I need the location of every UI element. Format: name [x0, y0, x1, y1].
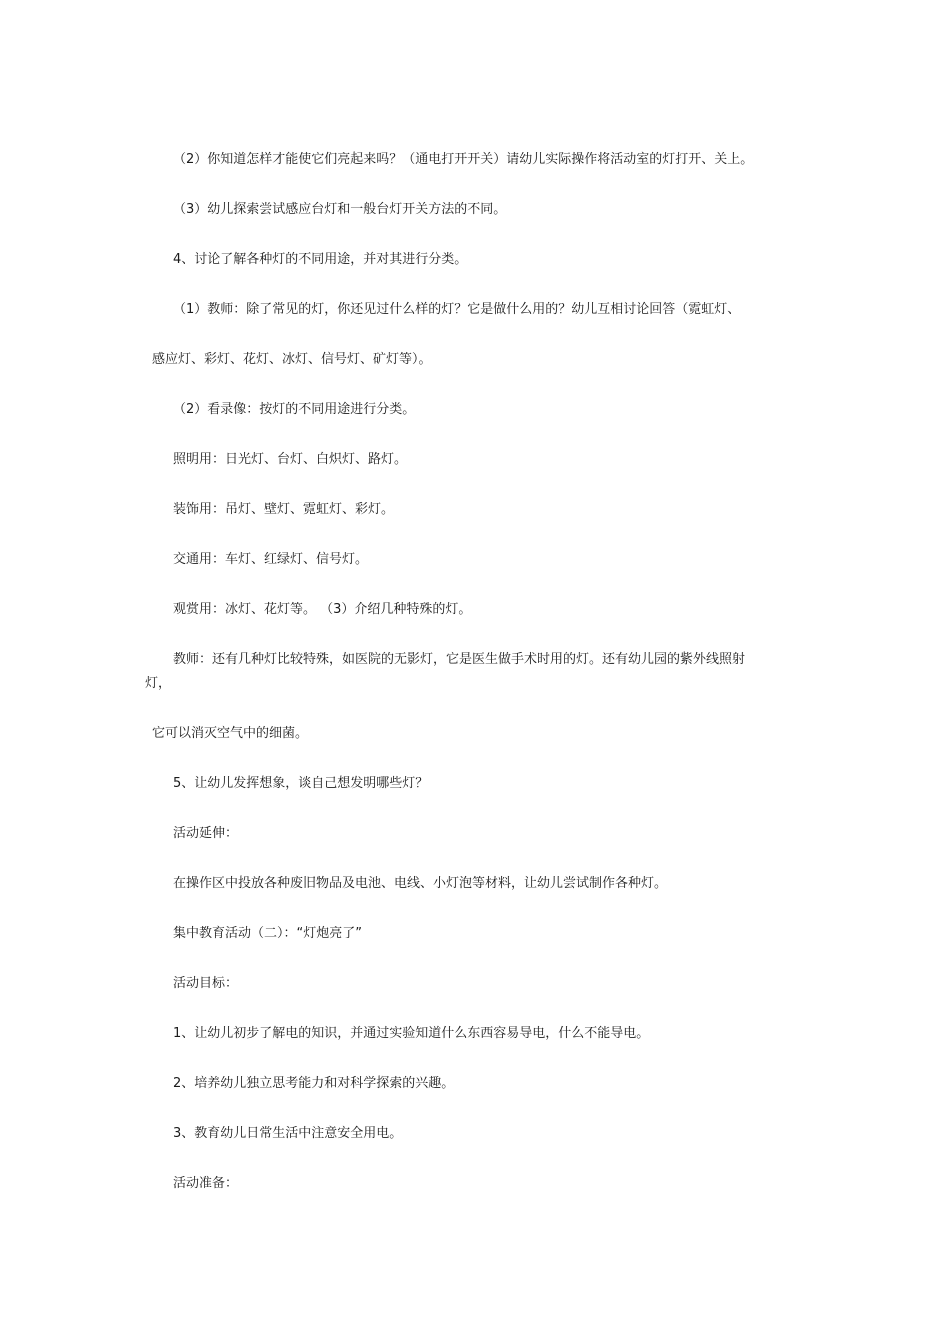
paragraph-line: 装饰用：吊灯、壁灯、霓虹灯、彩灯。 [173, 502, 395, 517]
paragraph-line: （2）你知道怎样才能使它们亮起来吗？（通电打开开关）请幼儿实际操作将活动室的灯打开、关上。 [173, 152, 754, 167]
paragraph-line: 它可以消灭空气中的细菌。 [152, 726, 309, 741]
paragraph-line: 教师：还有几种灯比较特殊，如医院的无影灯，它是医生做手术时用的灯。还有幼儿园的紫外线照射 [173, 652, 746, 667]
section-heading: 集中教育活动（二）：“灯炮亮了” [173, 926, 362, 941]
paragraph-line: （2）看录像：按灯的不同用途进行分类。 [173, 402, 416, 417]
paragraph-line: 观赏用：冰灯、花灯等。 （3）介绍几种特殊的灯。 [173, 602, 472, 617]
section-heading: 活动延伸： [173, 826, 239, 841]
section-heading: 活动目标： [173, 976, 239, 991]
paragraph-line: （1）教师：除了常见的灯，你还见过什么样的灯？它是做什么用的？幼儿互相讨论回答（霓虹灯、 [173, 302, 741, 317]
paragraph-line: 灯， [145, 676, 172, 691]
paragraph-line: 2、培养幼儿独立思考能力和对科学探索的兴趣。 [173, 1076, 455, 1091]
section-heading: 活动准备： [173, 1176, 239, 1191]
paragraph-line: 1、让幼儿初步了解电的知识，并通过实验知道什么东西容易导电，什么不能导电。 [173, 1026, 650, 1041]
paragraph-line: 3、教育幼儿日常生活中注意安全用电。 [173, 1126, 403, 1141]
paragraph-line: （3）幼儿探索尝试感应台灯和一般台灯开关方法的不同。 [173, 202, 507, 217]
paragraph-line: 在操作区中投放各种废旧物品及电池、电线、小灯泡等材料，让幼儿尝试制作各种灯。 [173, 876, 668, 891]
paragraph-line: 照明用：日光灯、台灯、白炽灯、路灯。 [173, 452, 408, 467]
paragraph-line: 感应灯、彩灯、花灯、冰灯、信号灯、矿灯等）。 [152, 352, 432, 367]
paragraph-line: 交通用：车灯、红绿灯、信号灯。 [173, 552, 369, 567]
paragraph-line: 4、讨论了解各种灯的不同用途，并对其进行分类。 [173, 252, 468, 267]
paragraph-line: 5、让幼儿发挥想象，谈自己想发明哪些灯？ [173, 776, 429, 791]
